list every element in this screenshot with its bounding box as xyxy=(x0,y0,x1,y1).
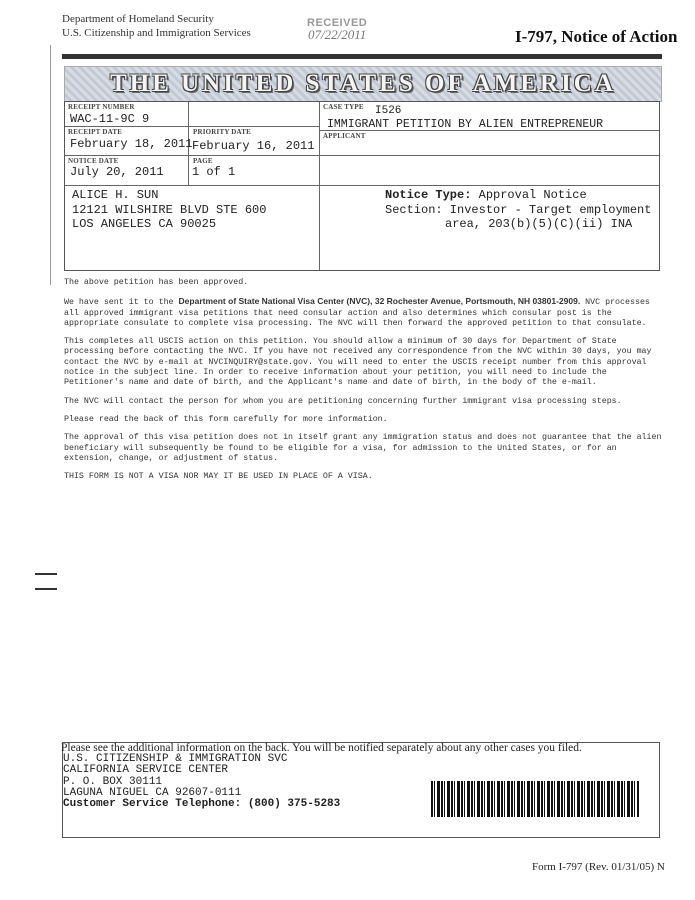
fold-marks xyxy=(35,573,57,603)
customer-service-phone: Customer Service Telephone: (800) 375-5283 xyxy=(63,798,341,811)
body-paragraph: We have sent it to the Department of State National Visa Center (NVC), 32 Rochester Avenue, Portsmouth, NH 03801-2909. NVC processes all approved immigrant visa petitions that need consular action and also determines which consular post is the appropriate consulate to complete visa processing. The NVC will then forward the approved petition to that consulate. xyxy=(64,296,650,328)
seal-banner xyxy=(64,66,662,102)
received-stamp xyxy=(307,17,367,43)
recipient-address xyxy=(72,188,266,232)
priority-date-label: PRIORITY DATE xyxy=(193,128,252,136)
notice-date-label: NOTICE DATE xyxy=(68,157,119,165)
divider xyxy=(65,126,319,127)
priority-date: February 16, 2011 xyxy=(192,139,315,153)
service-center-address xyxy=(63,754,340,810)
agency-name: U.S. Citizenship and Immigration Services xyxy=(62,27,251,39)
receipt-date-label: RECEIPT DATE xyxy=(68,128,123,136)
address-line: LAGUNA NIGUEL CA 92607-0111 xyxy=(63,786,242,799)
fold-mark xyxy=(35,588,57,590)
address-line: P. O. BOX 30111 xyxy=(63,775,163,788)
form-revision: Form I-797 (Rev. 01/31/05) N xyxy=(532,861,665,873)
case-description: IMMIGRANT PETITION BY ALIEN ENTREPRENEUR xyxy=(327,118,604,131)
applicant-label: APPLICANT xyxy=(323,132,366,140)
notice-type-value: Approval Notice xyxy=(478,188,587,202)
barcode xyxy=(431,781,639,817)
page-number: 1 of 1 xyxy=(192,165,236,179)
department-name: Department of Homeland Security xyxy=(62,13,214,25)
notice-date: July 20, 2011 xyxy=(70,165,164,179)
section-line-1: Section: Investor - Target employment xyxy=(385,202,652,217)
form-title: I-797, Notice of Action xyxy=(515,27,678,46)
header-rule xyxy=(62,54,662,59)
body-paragraph: Please read the back of this form carefully for more information. xyxy=(64,414,388,424)
receipt-date: February 18, 2011 xyxy=(70,137,193,151)
section-line-2: area, 203(b)(5)(C)(ii) INA xyxy=(445,217,633,231)
agency-header xyxy=(62,12,251,40)
case-type: I526 xyxy=(375,105,402,117)
receipt-number-label: RECEIPT NUMBER xyxy=(68,103,135,111)
left-edge-mark xyxy=(50,45,51,285)
body-paragraph: This completes all USCIS action on this petition. You should allow a minimum of 30 days for Department of State processing before contacting the NVC. If you have not received any correspondence from the NVC within 30 days, you may contact the NVC by e-mail at NVCINQUIRY@state.gov. You will need to enter the USCIS receipt number from this approval notice in the subject line. In order to receive information about your petition, you will need to include the Petitioner's name and date of birth, and the Applicant's name and date of birth, in the body of the e-mail. xyxy=(64,337,652,388)
receipt-number: WAC-11-9C 9 xyxy=(70,112,150,126)
address-line: CALIFORNIA SERVICE CENTER xyxy=(63,764,229,777)
notice-type-block xyxy=(385,188,651,232)
fold-mark xyxy=(35,573,57,575)
divider xyxy=(65,155,659,156)
address-line: U.S. CITIZENSHIP & IMMIGRATION SVC xyxy=(63,753,288,765)
body-paragraph: The above petition has been approved. xyxy=(64,278,249,287)
case-type-label: CASE TYPE xyxy=(323,103,364,111)
divider xyxy=(319,102,320,270)
body-paragraph: The NVC will contact the person for whom you are petitioning concerning further immigrant visa processing steps. xyxy=(64,396,622,406)
footer-notice: Please see the additional information on the back. You will be notified separately about any other cases you filed. xyxy=(61,742,582,754)
recipient-name: ALICE H. SUN xyxy=(72,188,159,202)
notice-type-label: Notice Type: xyxy=(385,188,472,202)
received-label: RECEIVED xyxy=(307,17,368,29)
body-paragraph: THIS FORM IS NOT A VISA NOR MAY IT BE USED IN PLACE OF A VISA. xyxy=(64,472,373,482)
nvc-address: Department of State National Visa Center (NVC), 32 Rochester Avenue, Portsmouth, NH 03801-2909. xyxy=(178,296,581,307)
footer-box xyxy=(62,742,660,838)
divider xyxy=(65,185,659,186)
page-label: PAGE xyxy=(193,157,213,165)
notice-body xyxy=(64,278,664,490)
recipient-city: LOS ANGELES CA 90025 xyxy=(72,217,217,231)
banner-text: THE UNITED STATES OF AMERICA xyxy=(110,70,616,97)
notice-form xyxy=(64,101,660,271)
recipient-street: 12121 WILSHIRE BLVD STE 600 xyxy=(72,202,267,217)
body-paragraph: The approval of this visa petition does not in itself grant any immigration status and does not guarantee that the alien beneficiary will subsequently be found to be eligible for a visa, for admission to the United States, or for an extension, change, or adjustment of status. xyxy=(64,433,662,463)
received-date: 07/22/2011 xyxy=(307,27,367,42)
